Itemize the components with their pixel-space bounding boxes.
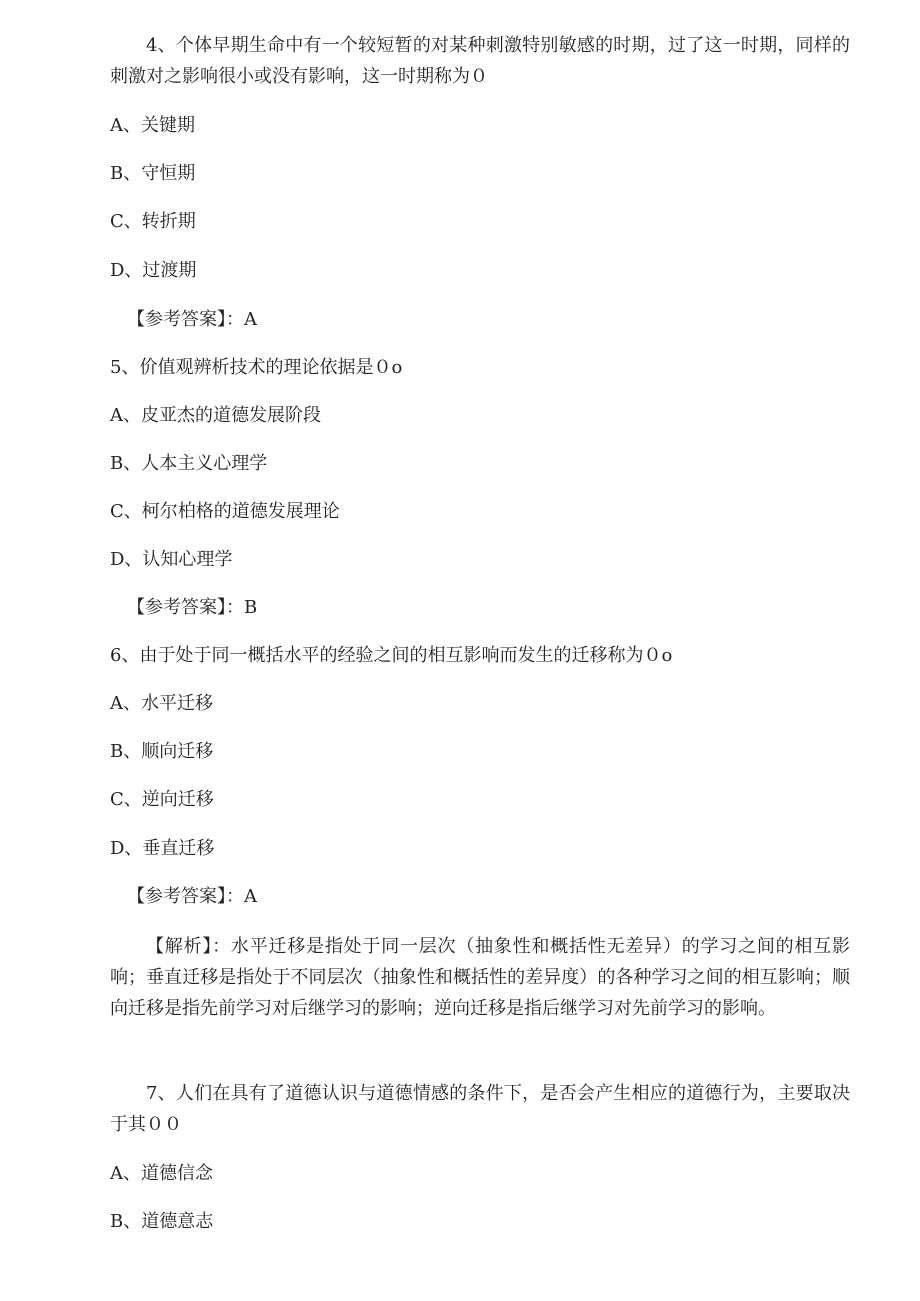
question-4-option-b: B、守恒期 [110,163,196,184]
question-4-answer: 【参考答案】：A [127,309,257,330]
question-4-stem: 4、个体早期生命中有一个较短暂的对某种刺激特别敏感的时期，过了这一时期，同样的刺激对之影响很小或没有影响，这一时期称为０ [110,35,850,87]
question-5-option-a: A、皮亚杰的道德发展阶段 [110,405,321,426]
question-7-option-b: B、道德意志 [110,1211,214,1232]
question-5-option-c: C、柯尔柏格的道德发展理论 [110,501,340,522]
question-6-option-b: B、顺向迁移 [110,741,214,762]
question-4-option-a: A、关键期 [110,115,195,136]
question-4-option-c: C、转折期 [110,211,196,232]
question-5-stem: 5、价值观辨析技术的理论依据是０o [110,357,403,378]
question-6-option-d: D、垂直迁移 [110,838,215,859]
question-6-analysis: 【解析】：水平迁移是指处于同一层次（抽象性和概括性无差异）的学习之间的相互影响；垂直迁移是指处于不同层次（抽象性和概括性的差异度）的各种学习之间的相互影响；顺向迁移是指先前学习对后继学习的影响；逆向迁移是指后继学习对先前学习的影响。 [110,936,850,1019]
question-6-option-c: C、逆向迁移 [110,789,214,810]
question-6-answer: 【参考答案】：A [127,886,257,907]
question-7-option-a: A、道德信念 [110,1163,213,1184]
question-5-option-d: D、认知心理学 [110,549,233,570]
question-5-answer: 【参考答案】：B [127,597,258,618]
question-7-stem: 7、人们在具有了道德认识与道德情感的条件下，是否会产生相应的道德行为，主要取决于其００ [110,1083,850,1135]
question-6-stem: 6、由于处于同一概括水平的经验之间的相互影响而发生的迁移称为０o [110,645,673,666]
question-4-option-d: D、过渡期 [110,260,197,281]
question-6-option-a: A、水平迁移 [110,693,213,714]
question-5-option-b: B、人本主义心理学 [110,453,268,474]
